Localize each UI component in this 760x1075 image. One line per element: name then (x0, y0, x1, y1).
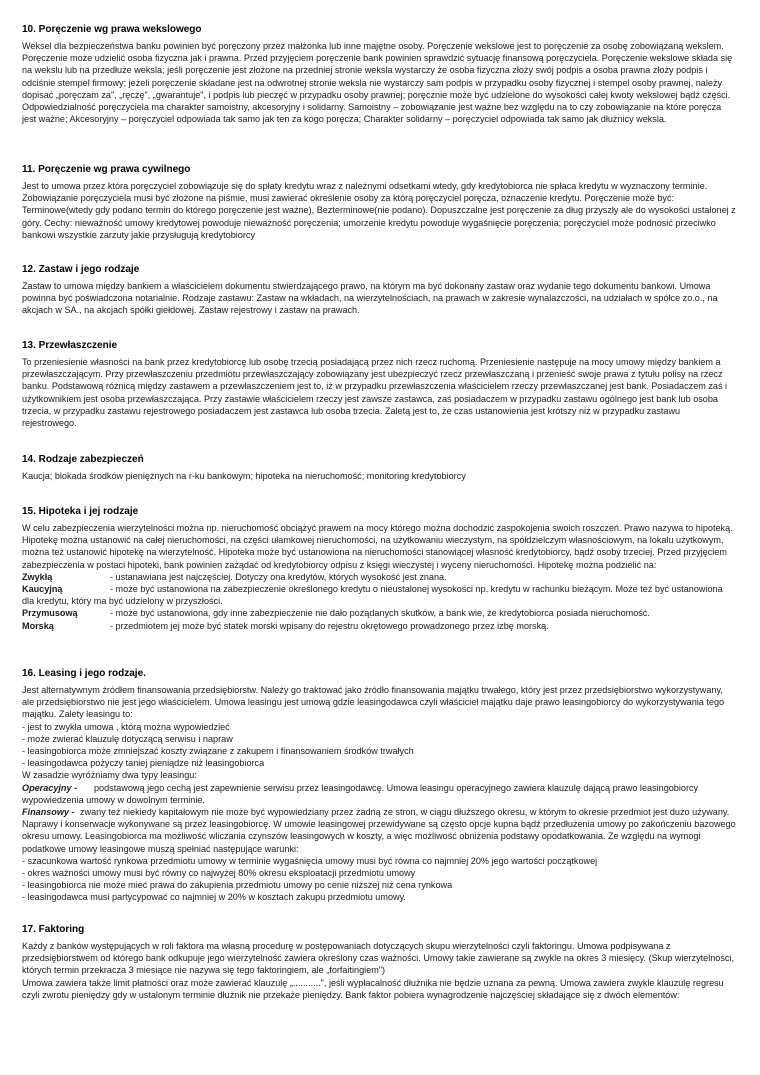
mortgage-type-desc: - ustanawiana jest najczęściej. Dotyczy ona kredytów, których wysokość jest znana. (110, 571, 447, 582)
section-body: Zastaw to umowa między bankiem a właścicielem dokumentu stwierdzającego prawo, na którym ma być dokonany zastaw oraz wydanie tego dokumentu bankowi. Umowa powinna być poświadczona notarialnie. Rodzaje zastawu: Zastaw na wkładach, na wierzytelnościach, na prawach w zakresie wynalazczości, na udziałach w spółce zo.o., na akcjach w SA., na akcjach spółki giełdowej. Zastaw rejestrowy i zastaw na prawach. (22, 281, 718, 316)
section-17 (22, 924, 736, 1001)
leasing-type-operating (22, 782, 736, 806)
section-title: 14. Rodzaje zabezpieczeń (22, 454, 144, 465)
advantage-item: - jest to zwykła umowa , którą można wypowiedzieć (22, 721, 230, 732)
advantage-item: - leasingobiorca może zmniejszać koszty związane z zakupem i finansowaniem środków trwałych (22, 746, 414, 757)
section-10 (22, 24, 736, 125)
section-11 (22, 164, 736, 241)
leasing-type-name: Operacyjny - (22, 782, 78, 793)
mortgage-type-name: Morską (22, 620, 54, 631)
leasing-types-intro: W zasadzie wyróżniamy dwa typy leasingu: (22, 770, 197, 781)
mortgage-type-desc: - może być ustanowiona na zabezpieczenie określonego kredytu o nieustalonej wysokości np. kredytu w rachunku bieżącym. Może też być ustanowiona dla kredytu, który ma być udzielony w przyszłości. (22, 584, 723, 607)
section-body: Weksel dla bezpieczeństwa banku powinien być poręczony przez małżonka lub inne majętne osoby. Poręczenie wekslowe jest to poręczenie za osobę zobowiązaną wekslem. Poręczenie może udzielić osoba fizyczna jak i prawna. Przed przyjęciem poręczenie bank powinien sprawdzić sytuację finansową poręczyciela. Poręczenie wekslowe składa się na wekslu lub na przedłuże weksla; jeśli poręczenie jest złożone na przedniej stronie weksla wystarczy że osoba fizyczna złoży swój podpis a osoba prawna złoży podpis i odciśnie stempel firmowy; jeżeli poręczenie składane jest na odwrotnej stronie weksla nie wystarczy sam podpis w przypadku osoby fizycznej i stempel osoby prawnej, należy dopisać „poręczam za", „ręczę", „gwarantuje", i podpis lub pieczęć w przypadku osoby prawnej; poręcznie może być udzielone do wysokości całej kwoty wekslowej bądź części. Odpowiedzialność poręczyciela ma charakter samoistny, akcesoryjny i solidarny. Samoistny – zobowiązanie jest ważne bez względu na to czy zobowiązanie na które poręcza jest ważne; Akcesoryjny – poręczyciel odpowiada tak samo jak ten za kogo poręcza; Charakter solidarny – poręczyciel odpowiada tak samo jak dłużnicy weksla. (22, 41, 733, 125)
section-16 (22, 668, 736, 904)
section-body: Jest to umowa przez która poręczyciel zobowiązuje się do spłaty kredytu wraz z należnymi odsetkami wtedy, gdy kredytobiorca nie spłaca kredytu w wyznaczony terminie. Zobowiązanie poręczyciela musi być złożone na piśmie, musi zawierać określenie osoby za którą poręczyciel poręcza, oznaczenie kredytu. Poręczenie może być: Terminowe(wtedy gdy podano termin do którego poręczenie jest ważne), Bezterminowe(nie podano). Dopuszczalne jest poręczenie za dług przyszły ale do wysokości ustalonej z góry. Cechy: nieważność umowy kredytowej powoduje nieważność poręczenia; umorzenie kredytu powoduje wygaśnięcie poręczenia; poręczyciel może podnosić przeciwko bankowi wszystkie zarzuty jakie przysługują kredytobiorcy (22, 181, 736, 240)
mortgage-type (22, 583, 736, 607)
mortgage-type (22, 571, 736, 583)
condition-item: - okres ważności umowy musi być równy co najwyżej 80% okresu eksploatacji przedmiotu umowy (22, 868, 416, 879)
condition-item: - leasingobiorca nie może mieć prawa do zakupienia przedmiotu umowy po cenie niższej niż cena rynkowa (22, 880, 453, 891)
leasing-type-desc: zwany też niekiedy kapitałowym nie może być wypowiedziany przez żadną ze stron, w ciągu dłuższego okresu, w którym to okresie przedmiot jest dużo używany. Naprawy i konserwacje wykonywane są przez leasingobiorcę. W umowie leasingowej przewidywane są często opcje kupna bądź przedłużenia umowy po zakończeniu bazowego okresu umowy. Leasingobiorca ma możliwość wliczania czynszów leasingowych w koszty, a więc możliwość obniżenia podstawy opodatkowania. Ze względu na wymogi podatkowe umowy leasingowe muszą spełniać następujące warunki: (22, 807, 736, 854)
section-intro: Jest alternatywnym źródłem finansowania przedsiębiorstw. Należy go traktować jako źródło finansowania majątku trwałego, który jest przez przedsiębiorstwo wykorzystywany, ale przedsiębiorstwo nie jest jego właścicielem. Umowa leasingu jest umową gdzie leasingodawca czyli właściciel majątku daje prawo leasingobiorcy do wykorzystywania tego majątku. Zalety leasingu to: (22, 685, 725, 720)
condition-item: - szacunkowa wartość rynkowa przedmiotu umowy w terminie wygaśnięcia umowy musi być równa co najmniej 20% jego wartości początkowej (22, 855, 598, 866)
section-body: Każdy z banków występujących w roli faktora ma własną procedurę w postępowaniach dotyczących skupu wierzytelności czyli faktoringu. Umowa podpisywana z przedsiębiorstwem od którego bank odkupuje jego wierzytelność zawiera określony czas ważności. Umowy takie zawierane są zwykle na okres 3 miesięcy. (Skup wierzytelności, których termin przekracza 3 miesiące nie nazywa się tego faktoringiem, ale „forfaitingiem") (22, 941, 734, 976)
mortgage-type-name: Przymusową (22, 608, 78, 619)
section-15 (22, 506, 736, 632)
mortgage-type-desc: - przedmiotem jej może być statek morski wpisany do rejestru okrętowego prowadzonego przez izbę morską. (110, 620, 549, 631)
section-body: Kaucja; blokada środków pieniężnych na r-ku bankowym; hipoteka na nieruchomość; monitoring kredytobiorcy (22, 471, 466, 481)
leasing-type-name: Finansowy - (22, 807, 75, 818)
advantage-item: - leasingodawca pożyczy taniej pieniądze niż leasingobiorca (22, 758, 265, 769)
section-body: W celu zabezpieczenia wierzytelności można np. nieruchomość obciążyć prawem na mocy którego można dochodzić zaspokojenia swoich roszczeń. Prawo nazywa to hipoteką. Hipotekę można ustanowić na całej nieruchomości, na części ułamkowej nieruchomości, na użytkowaniu wieczystym, na spółdzielczym własnościowym, na lokalu użytkowym, można też ustanowić hipotekę na wierzytelność. Hipoteka może być ustanowiona na nieruchomości stanowiącej własność kredytobiorcy, bądź osoby trzeciej. Przed przyjęciem zabezpieczenia w postaci hipoteki, bank powinien zażądać od kredytobiorcy odpisu z księgi wieczystej i wyceny nieruchomości. Hipotekę można podzielić na: (22, 523, 733, 570)
condition-item: - leasingodawca musi partycypować co najmniej w 20% w kosztach zakupu przedmiotu umowy. (22, 892, 406, 903)
section-13 (22, 340, 736, 429)
section-body: To przeniesienie własności na bank przez kredytobiorcę lub osobę trzecią posiadającą przez nich rzecz ruchomą. Przeniesienie następuje na mocy umowy między bankiem a przewłaszczającym. Przy przewłaszczeniu przedmiotu przewłaszczający zobowiązany jest ubezpieczyć rzecz przewłaszczaną i przenieść swoje prawa z tytułu polisy na rzecz banku. Podstawową różnicą między zastawem a przewłaszczeniem jest to, iż w przypadku przewłaszczenia właścicielem rzeczy przewłaszczanej jest bank. Posiadaczem zaś i użytkownikiem jest osoba przewłaszczająca. Przy zastawie właścicielem rzeczy jest zawsze zastawca, zaś posiadaczem w przypadku zastawu ogólnego jest bank lub osoba trzecia, w przypadku zastawu rejestrowego posiadaczem jest zastawca lub osoba trzecia. Zaletą jest to, że czas ustanowienia jest krótszy niż w przypadku zastawu rejestrowego. (22, 357, 728, 429)
mortgage-type-name: Kaucyjną (22, 584, 63, 595)
section-title: 12. Zastaw i jego rodzaje (22, 264, 140, 275)
leasing-type-desc: podstawową jego cechą jest zapewnienie serwisu przez leasingodawcę. Umowa leasingu operacyjnego zawiera klauzulę dającą prawo leasingobiorcy wypowiedzenia umowy w dowolnym terminie. (22, 782, 699, 805)
section-title: 13. Przewłaszczenie (22, 340, 118, 351)
section-body-continued: Umowa zawiera także limit płatności oraz może zawierać klauzulę „...........", jeśli wypłacalność dłużnika nie będzie uznana za pewną. Umowa zawiera zwykle klauzulę regresu czyli zwrotu pieniędzy gdy w ustalonym terminie dłużnik nie przekaże pieniędzy. Bank faktor pobiera wynagrodzenie najczęściej składające się z dwóch elementów: (22, 977, 724, 1000)
section-12 (22, 264, 736, 317)
leasing-type-financial (22, 806, 736, 855)
advantage-item: - może zwierać klauzulę dotyczącą serwisu i napraw (22, 733, 233, 744)
section-14 (22, 454, 736, 482)
mortgage-type-name: Zwykłą (22, 571, 53, 582)
mortgage-type (22, 620, 736, 632)
section-title: 17. Faktoring (22, 924, 85, 935)
mortgage-type-desc: - może być ustanowiona, gdy inne zabezpieczenie nie dało pożądanych skutków, a bank wie, że kredytobiorca posiada nieruchomość. (110, 608, 650, 619)
mortgage-type (22, 607, 736, 619)
section-title: 11. Poręczenie wg prawa cywilnego (22, 164, 191, 175)
section-title: 15. Hipoteka i jej rodzaje (22, 506, 139, 517)
section-title: 10. Poręczenie wg prawa wekslowego (22, 24, 202, 35)
section-title: 16. Leasing i jego rodzaje. (22, 668, 146, 679)
